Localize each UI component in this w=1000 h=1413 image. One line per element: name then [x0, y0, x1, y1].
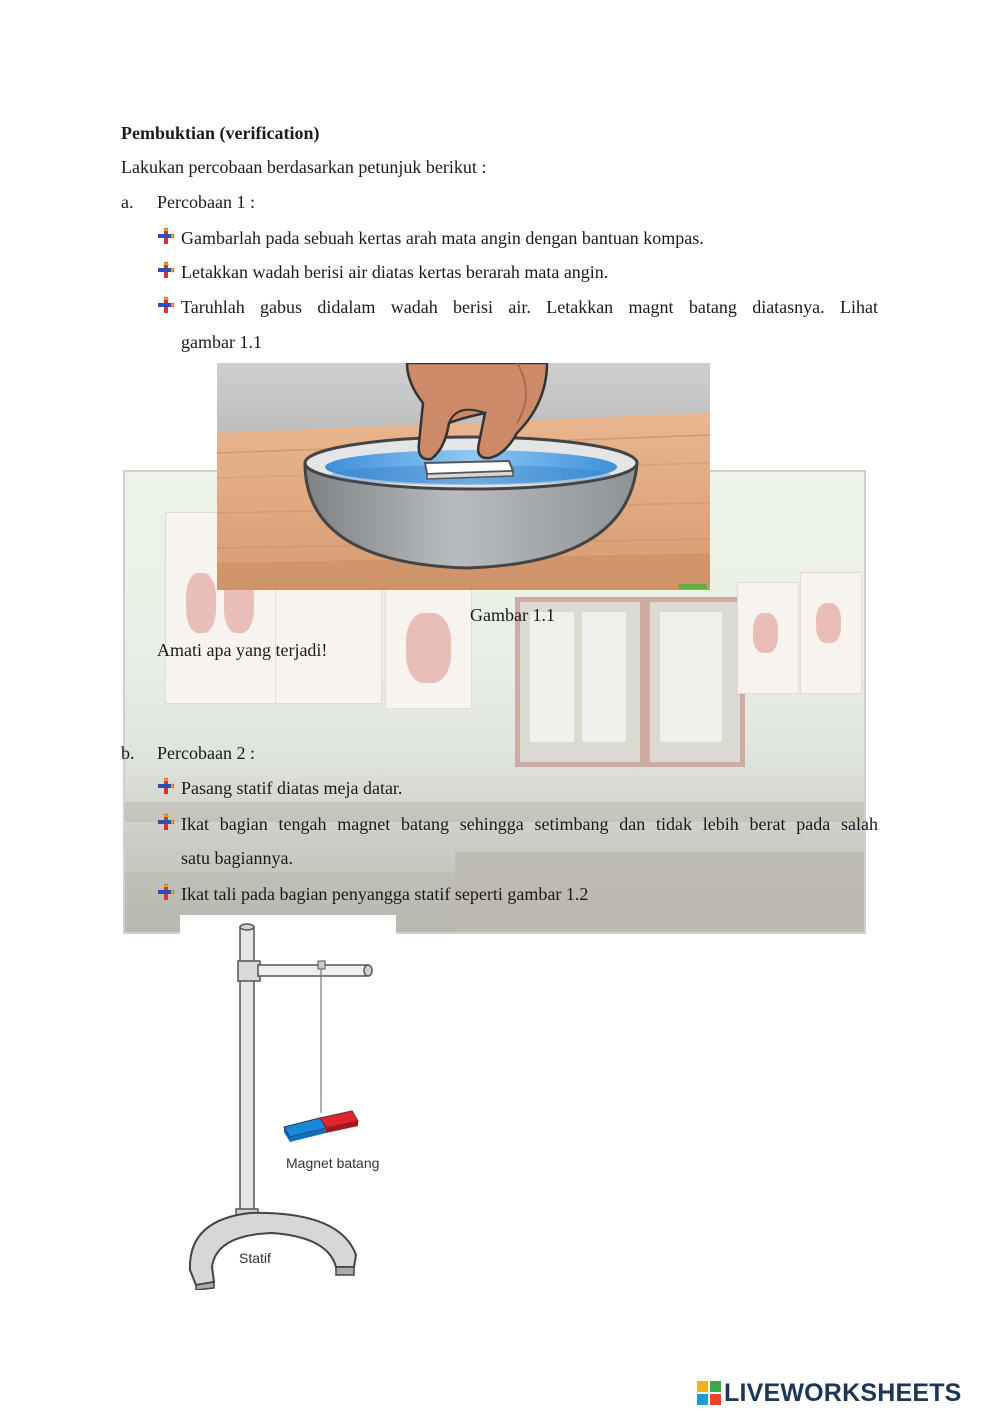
- intro-text: Lakukan percobaan berdasarkan petunjuk berikut :: [121, 157, 487, 177]
- statif-magnet-figure: [180, 915, 396, 1290]
- experiment-1-step-1: Gambarlah pada sebuah kertas arah mata angin dengan bantuan kompas.: [181, 228, 704, 248]
- magnet-label: Magnet batang: [286, 1155, 380, 1171]
- brand-watermark: [697, 1378, 962, 1408]
- liveworksheets-logo-icon: [697, 1381, 721, 1405]
- bullet-arrow-icon: [157, 813, 175, 831]
- experiment-2-marker: b.: [121, 743, 135, 763]
- bullet-arrow-icon: [157, 296, 175, 314]
- experiment-1-title: Percobaan 1 :: [157, 192, 255, 212]
- experiment-2-title: Percobaan 2 :: [157, 743, 255, 763]
- observe-instruction: Amati apa yang terjadi!: [157, 640, 328, 660]
- bullet-arrow-icon: [157, 777, 175, 795]
- figure-1-caption: Gambar 1.1: [470, 605, 555, 625]
- experiment-2-step-2: Ikat bagian tengah magnet batang sehingga setimbang dan tidak lebih berat pada salah: [181, 814, 878, 834]
- experiment-1-step-2: Letakkan wadah berisi air diatas kertas berarah mata angin.: [181, 262, 609, 282]
- experiment-1-step-3-continuation: gambar 1.1: [181, 332, 262, 352]
- stand-label: Statif: [239, 1250, 271, 1266]
- experiment-2-step-2-continuation: satu bagiannya.: [181, 848, 293, 868]
- experiment-1-step-3: Taruhlah gabus didalam wadah berisi air. Letakkan magnt batang diatasnya. Lihat: [181, 297, 878, 317]
- experiment-2-step-3: Ikat tali pada bagian penyangga statif seperti gambar 1.2: [181, 884, 589, 904]
- experiment-1-marker: a.: [121, 192, 134, 212]
- brand-name: LIVEWORKSHEETS: [724, 1378, 962, 1407]
- bowl-with-magnet-photo: [217, 363, 710, 590]
- bullet-arrow-icon: [157, 227, 175, 245]
- bullet-arrow-icon: [157, 261, 175, 279]
- bullet-arrow-icon: [157, 883, 175, 901]
- section-heading: Pembuktian (verification): [121, 123, 320, 143]
- experiment-2-step-1: Pasang statif diatas meja datar.: [181, 778, 403, 798]
